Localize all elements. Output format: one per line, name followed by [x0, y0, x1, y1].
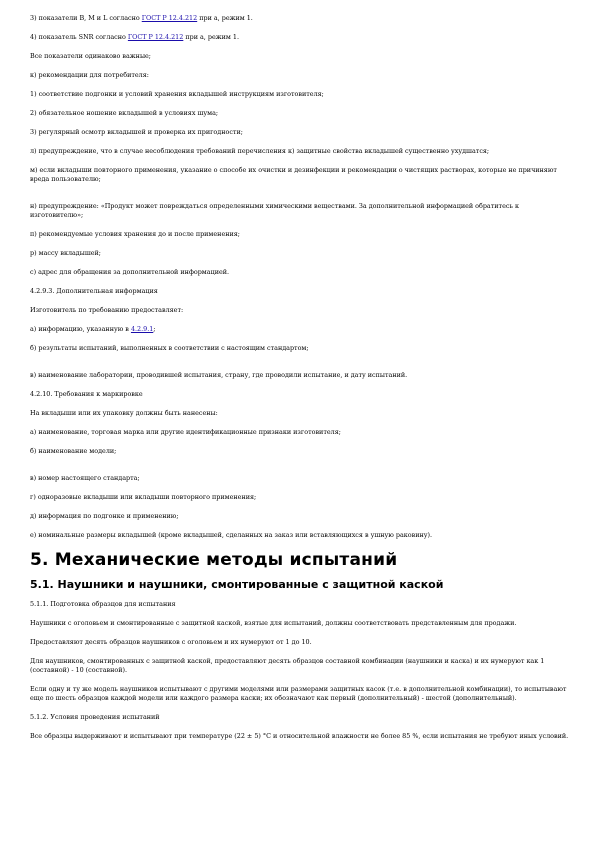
paragraph-intro: Изготовитель по требованию предоставляет:: [30, 306, 184, 314]
list-item-c: в) наименование лаборатории, проводившей испытания, страну, где проводили испытание, и дату испытаний.: [30, 371, 408, 379]
list-item-d: г) одноразовые вкладыши или вкладыши повторного применения;: [30, 493, 257, 501]
paragraph-all-values: Все показатели одинаково важные;: [30, 52, 151, 60]
paragraph-5-1-1-c: Для наушников, смонтированных с защитной каской, предоставляют десять образцов составной комбинации (наушники и каска) и их нумеруют как 1 (составной) - 10 (составной).: [30, 657, 545, 674]
list-item-b: б) наименование модели;: [30, 447, 117, 455]
subsection-title-5-1-1: 5.1.1. Подготовка образцов для испытания: [30, 600, 176, 608]
paragraph-5-1-2: Все образцы выдерживают и испытывают при температуре (22 ± 5) °С и относительной влажности не более 85 %, если испытания не требуют иных условий.: [30, 732, 569, 740]
list-item-m: м) если вкладыши повторного применения, указание о способе их очистки и дезинфекции и рекомендации о чистящих растворах, которые не причиняют вреда пользователю;: [30, 166, 557, 183]
list-item-b: б) результаты испытаний, выполненных в соответствии с настоящим стандартом;: [30, 344, 309, 352]
list-item-r: р) массу вкладышей;: [30, 249, 101, 257]
paragraph-5-1-1-b: Предоставляют десять образцов наушников с оголовьем и их нумеруют от 1 до 10.: [30, 638, 312, 646]
list-item-f: е) номинальные размеры вкладышей (кроме вкладышей, сделанных на заказ или вставляющихся в ушную раковину).: [30, 531, 433, 539]
list-item-k: к) рекомендации для потребителя:: [30, 71, 149, 79]
list-item-n: н) предупреждение: «Продукт может повреждаться определенными химическими веществами. За дополнительной информацией обратитесь к изготовителю»;: [30, 202, 519, 219]
subsection-heading-5-1: 5.1. Наушники и наушники, смонтированные с защитной каской: [30, 578, 444, 591]
list-item-3: 3) показатели В, М и L согласно ГОСТ Р 12.4.212 при а, режим 1.: [30, 14, 253, 22]
list-item-p: п) рекомендуемые условия хранения до и после применения;: [30, 230, 240, 238]
list-item-l: л) предупреждение, что в случае несоблюдения требований перечисления к) защитные свойства вкладышей существенно ухудшатся;: [30, 147, 490, 155]
paragraph-5-1-1-d: Если одну и ту же модель наушников испытывают с другими моделями или размерами защитных касок (т.е. в дополнительной комбинации), то испытывают еще по шесть образцов каждой модели или каждого размера каски; их обозначают как первый (дополнительный) - шестой (дополнительный).: [30, 685, 567, 702]
section-heading-5: 5. Механические методы испытаний: [30, 550, 398, 570]
list-item-s: с) адрес для обращения за дополнительной информацией.: [30, 268, 230, 276]
list-item-c: в) номер настоящего стандарта;: [30, 474, 140, 482]
list-item-e: д) информация по подгонке и применению;: [30, 512, 179, 520]
list-item-a: а) наименование, торговая марка или другие идентификационные признаки изготовителя;: [30, 428, 341, 436]
gost-link[interactable]: ГОСТ Р 12.4.212: [141, 14, 198, 22]
list-item-a: а) информацию, указанную в 4.2.9.1;: [30, 325, 156, 333]
gost-link[interactable]: ГОСТ Р 12.4.212: [127, 33, 184, 41]
list-item-4: 4) показатель SNR согласно ГОСТ Р 12.4.212 при а, режим 1.: [30, 33, 239, 41]
paragraph-5-1-1-a: Наушники с оголовьем и смонтированные с защитной каской, взятые для испытаний, должны соответствовать представленным для продажи.: [30, 619, 517, 627]
section-title-4-2-10: 4.2.10. Требования к маркировке: [30, 390, 143, 398]
section-title-4-2-9-3: 4.2.9.3. Дополнительная информация: [30, 287, 158, 295]
list-item-r2: 2) обязательное ношение вкладышей в условиях шума;: [30, 109, 219, 117]
list-item-r1: 1) соответствие подгонки и условий хранения вкладышей инструкциям изготовителя;: [30, 90, 324, 98]
document-page: [30, 14, 570, 741]
paragraph-intro: На вкладыши или их упаковку должны быть нанесены:: [30, 409, 218, 417]
section-link[interactable]: 4.2.9.1: [130, 325, 154, 333]
subsection-title-5-1-2: 5.1.2. Условия проведения испытаний: [30, 713, 160, 721]
list-item-r3: 3) регулярный осмотр вкладышей и проверка их пригодности;: [30, 128, 243, 136]
